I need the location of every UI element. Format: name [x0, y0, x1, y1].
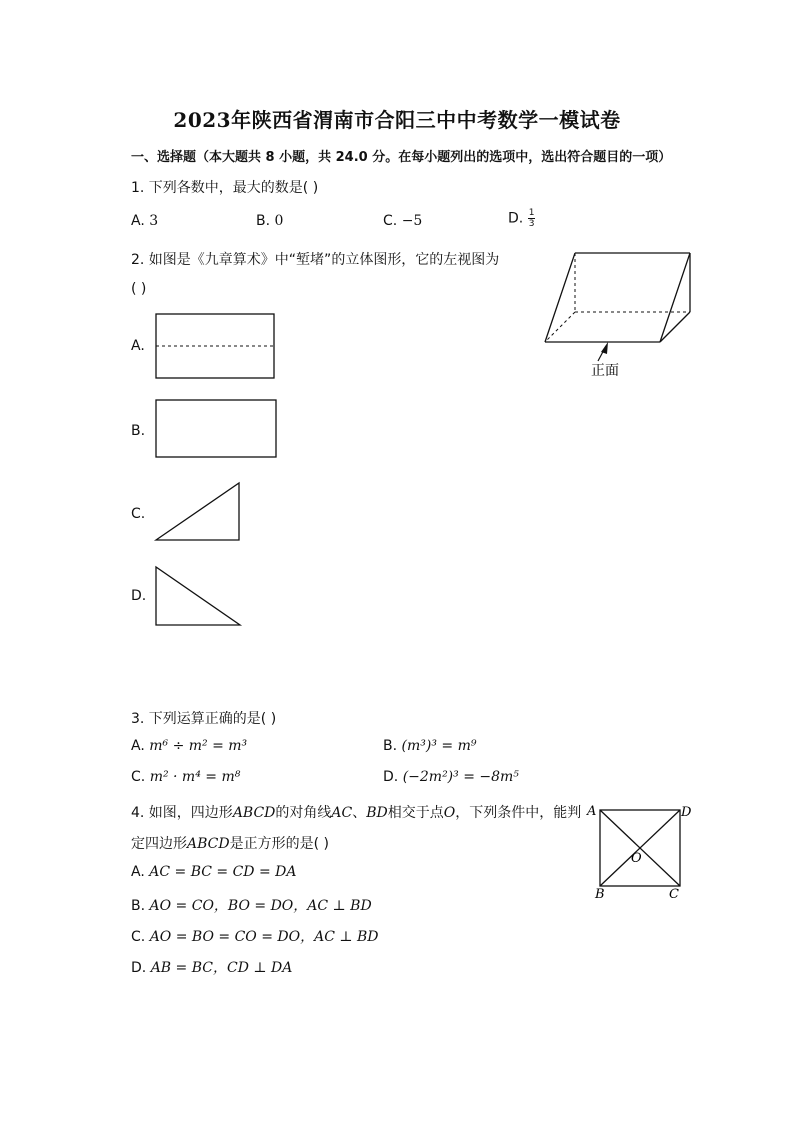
q4-option-b-label: B.: [131, 898, 146, 914]
q2-stem-line1: 2. 如图是《九章算术》中“堑堵”的立体图形，它的左视图为: [131, 252, 500, 268]
q1-stem: 1. 下列各数中，最大的数是( ): [131, 180, 319, 196]
figure-caption-front: 正面: [591, 363, 619, 379]
q4-option-b[interactable]: [131, 895, 372, 915]
q1-option-d-fraction: [528, 208, 536, 229]
q4-option-c[interactable]: [131, 926, 379, 946]
q2-option-c-label[interactable]: C.: [131, 506, 146, 522]
q4-option-d-label: D.: [131, 960, 147, 976]
q1-option-a[interactable]: [131, 213, 158, 229]
q2-option-d-label[interactable]: D.: [131, 588, 147, 604]
q4-stem-part2: 的对角线: [275, 805, 332, 821]
vertex-label-a: A: [587, 804, 597, 819]
q4-diag-ac: AC: [331, 805, 353, 821]
q3-stem: 3. 下列运算正确的是( ): [131, 711, 277, 727]
q1-option-b[interactable]: [256, 213, 283, 229]
page-title: 2023年陕西省渭南市合阳三中中考数学一模试卷: [173, 108, 621, 132]
front-direction-arrow: [598, 342, 608, 361]
q4-quad-name-2: ABCD: [187, 836, 230, 852]
q4-stem-part1: 4. 如图，四边形: [131, 805, 233, 821]
q4-stem-line1: [131, 802, 581, 822]
q3-option-a[interactable]: [131, 738, 247, 754]
q4-option-a[interactable]: [131, 864, 296, 880]
square-abcd-figure: [585, 800, 695, 902]
vertex-label-b: B: [595, 887, 605, 902]
q4-stem2-part1: 定四边形: [131, 836, 187, 852]
q3-option-c-label: C.: [131, 769, 146, 785]
q2-option-b-figure[interactable]: [155, 399, 279, 461]
q4-option-c-label: C.: [131, 929, 146, 945]
q4-option-a-expr: AC = BC = CD = DA: [149, 864, 297, 880]
section-heading: 一、选择题（本大题共 8 小题，共 24.0 分。在每小题列出的选项中，选出符合题目的一项）: [131, 150, 672, 165]
q2-option-b-label[interactable]: B.: [131, 423, 146, 439]
q4-diag-bd: BD: [366, 805, 388, 821]
q1-option-d[interactable]: [508, 208, 535, 229]
q3-option-d-label: D.: [383, 769, 399, 785]
fraction-denominator: 3: [528, 219, 535, 229]
q1-option-c-label: C.: [383, 213, 398, 229]
vertex-label-c: C: [669, 887, 679, 902]
fraction-numerator: 1: [528, 208, 535, 218]
q3-option-d[interactable]: [383, 769, 519, 785]
q1-option-a-value: 3: [149, 213, 159, 229]
q3-option-b-expr: (m³)³ = m⁹: [401, 738, 477, 754]
q3-option-d-expr: (−2m²)³ = −8m⁵: [402, 769, 519, 785]
q3-option-c-expr: m² · m⁴ = m⁸: [149, 769, 241, 785]
q4-option-b-expr: AO = CO，BO = DO，AC ⊥ BD: [149, 898, 372, 914]
q2-stem-line2: ( ): [131, 281, 147, 297]
q4-sep: 、: [352, 805, 367, 821]
q3-option-a-expr: m⁶ ÷ m² = m³: [149, 738, 248, 754]
q4-option-d-expr: AB = BC，CD ⊥ DA: [150, 960, 293, 976]
q4-option-a-label: A.: [131, 864, 145, 880]
vertex-label-d: D: [681, 805, 692, 820]
q1-option-b-value: 0: [274, 213, 284, 229]
q3-option-a-label: A.: [131, 738, 145, 754]
q2-option-d-figure[interactable]: [155, 566, 245, 630]
q1-option-c-value: −5: [401, 213, 423, 229]
q2-option-a-figure[interactable]: [155, 313, 277, 381]
q4-point-o: O: [443, 805, 456, 821]
q4-stem-part4: ，下列条件中，能判: [455, 805, 582, 821]
q4-stem2-part2: 是正方形的是( ): [229, 836, 329, 852]
q2-option-a-label[interactable]: A.: [131, 338, 145, 354]
q4-stem-line2: [131, 833, 329, 853]
q4-option-c-expr: AO = BO = CO = DO，AC ⊥ BD: [149, 929, 379, 945]
q3-option-b[interactable]: [383, 738, 476, 754]
q4-stem-part3: 相交于点: [387, 805, 444, 821]
q3-option-c[interactable]: [131, 769, 240, 785]
q3-option-b-label: B.: [383, 738, 398, 754]
q2-option-c-figure[interactable]: [155, 482, 243, 544]
q1-option-b-label: B.: [256, 213, 271, 229]
q1-option-d-label: D.: [508, 210, 524, 227]
q4-option-d[interactable]: [131, 957, 292, 977]
center-label-o: O: [631, 851, 642, 866]
qiandu-solid-figure: [540, 248, 700, 383]
q4-quad-name: ABCD: [232, 805, 276, 821]
q1-option-c[interactable]: [383, 213, 422, 229]
q1-option-a-label: A.: [131, 213, 145, 229]
